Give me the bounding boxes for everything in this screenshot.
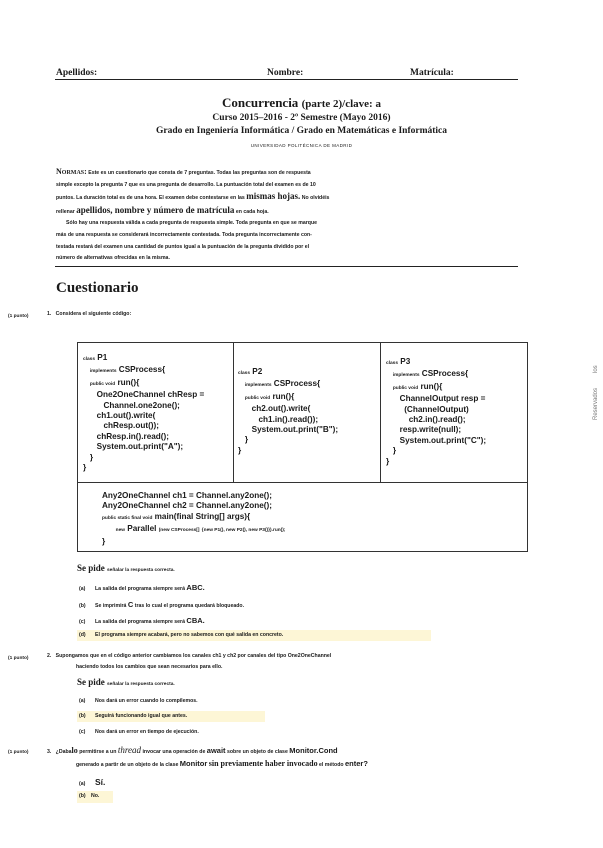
q3-points: (1 punto): [8, 750, 29, 755]
option-text: El programa siempre acabará, pero no sabemos con qué salida en concreto.: [95, 632, 284, 638]
normas-emphasis: apellidos, nombre y número de matrícula: [76, 204, 235, 215]
matricula-label: Matrícula:: [410, 68, 454, 78]
option-key: (b): [79, 603, 86, 609]
code-token: CSProcess{: [421, 369, 469, 379]
code-token: run(){: [272, 391, 295, 401]
code-line: System.out.print("A");: [96, 442, 184, 452]
q2-option-a[interactable]: [79, 698, 198, 704]
option-text: La salida del programa siempre será: [95, 586, 185, 592]
code-token: CSProcess{: [118, 365, 166, 375]
code-p1: [83, 353, 204, 473]
code-line: }: [386, 456, 390, 466]
nombre-label: Nombre:: [267, 68, 304, 78]
normas-rule: [55, 266, 518, 267]
apellidos-label: Apellidos:: [56, 68, 98, 78]
title-part: (parte 2)/clave: a: [301, 98, 381, 110]
side-los: los: [593, 365, 599, 373]
code-box: [77, 342, 528, 552]
course-line: Curso 2015–2016 - 2º Semestre (Mayo 2016): [212, 113, 391, 123]
sepide-label: Se pide: [77, 563, 105, 573]
option-text: Nos dará un error cuando lo compilemos.: [95, 698, 198, 704]
code-line: resp.write(null);: [399, 425, 462, 435]
normas-label: Normas:: [56, 167, 87, 176]
code-divider: [380, 343, 381, 482]
option-key: (a): [79, 698, 86, 704]
option-code: ABC.: [186, 583, 205, 592]
q2-number: 2.: [47, 653, 52, 659]
university-line: UNIVERSIDAD POLITÉCNICA DE MADRID: [250, 143, 353, 148]
normas-line: más de una respuesta se considerará incorrectamente contestada. Toda pregunta incorrectamente con-: [56, 231, 312, 238]
option-key: (a): [79, 781, 86, 787]
q2-option-c[interactable]: [79, 729, 199, 735]
normas-line: puntos. La duración total es de una hora. El examen debe contestarse en las: [56, 195, 245, 202]
normas-line: simple excepto la pregunta 7 que es una pregunta de desarrollo. La puntuación total del examen es de 10: [56, 181, 316, 188]
q3-number: 3.: [47, 749, 52, 755]
q3-statement: invocar una operación de: [142, 749, 206, 755]
code-line: ch1.in().read());: [258, 414, 319, 424]
code-token: P2: [252, 367, 263, 376]
code-line: }: [244, 435, 249, 445]
q2-points: (1 punto): [8, 656, 29, 661]
code-line: System.out.print("C");: [399, 435, 487, 445]
q3-statement: sin previamente haber invocado: [208, 759, 318, 768]
option-text: Seguirá funcionando igual que antes.: [95, 713, 188, 719]
option-key: (c): [79, 619, 86, 625]
page-title: [0, 95, 603, 111]
code-line: ChannelOutput resp =: [399, 394, 486, 404]
code-token: Parallel: [127, 524, 157, 534]
option-text: La salida del programa siempre será: [95, 619, 185, 625]
q3-statement: generado a partir de un objeto de la clase: [76, 762, 179, 768]
option-code: C: [127, 600, 134, 609]
q3-statement: lo: [71, 746, 78, 755]
code-keyword: implements: [89, 369, 117, 375]
code-token: CSProcess{: [273, 379, 321, 389]
title-main: Concurrencia: [222, 95, 299, 110]
code-line: One2OneChannel chResp =: [96, 390, 205, 400]
code-keyword: implements: [244, 383, 272, 389]
code-token: run(){: [420, 381, 443, 391]
q1-sepide: [77, 563, 175, 573]
option-text: Nos dará un error en tiempo de ejecución.: [95, 729, 199, 735]
option-key: (c): [79, 729, 86, 735]
code-keyword: public static final void: [102, 515, 153, 521]
code-line: chResp.out());: [103, 421, 159, 431]
option-text: Se imprimirá: [95, 603, 127, 609]
code-line: (ChannelOutput): [404, 404, 469, 414]
code-line: }: [238, 445, 242, 455]
q2-text: [47, 651, 527, 673]
q1-statement: Considera el siguiente código:: [55, 311, 132, 317]
q1-points: (1 punto): [8, 314, 29, 319]
code-token: P3: [400, 357, 411, 366]
option-key: (b): [79, 713, 86, 719]
sepide-label: Se pide: [77, 677, 105, 687]
code-p2: [238, 367, 338, 456]
normas-line: testada restará del examen una cantidad de puntos igual a la puntuación de la pregunta dividido por el: [56, 243, 310, 250]
code-line: }: [102, 536, 106, 546]
code-token: P1: [97, 353, 108, 362]
code-p3: [386, 357, 486, 467]
code-line: chResp.in().read();: [96, 431, 169, 441]
normas-line: número de alternativas ofrecidas en la misma.: [56, 255, 170, 262]
normas-line: Este es un cuestionario que consta de 7 preguntas. Todas las preguntas son de respuesta: [88, 170, 311, 176]
code-line: Channel.one2one();: [103, 400, 180, 410]
side-reservados: Reservados: [593, 387, 599, 420]
q3-monitor: Monitor: [179, 759, 208, 768]
normas-line: rellenar: [56, 208, 75, 215]
normas-line: en cada hoja.: [235, 208, 269, 215]
code-line: main(final String[] args){: [154, 511, 251, 521]
normas-line: Sólo hay una respuesta válida a cada pregunta de respuesta simple. Toda pregunta en que se marque: [66, 220, 317, 227]
code-main: [102, 491, 285, 547]
q2-option-b[interactable]: [79, 713, 187, 719]
q1-text: [47, 309, 131, 320]
q3-thread: thread: [117, 745, 142, 755]
code-line: }: [392, 446, 397, 456]
q3-statement: el método: [319, 762, 344, 768]
code-keyword: public void: [244, 395, 271, 401]
q3-option-b[interactable]: [79, 793, 99, 799]
code-divider: [78, 482, 527, 483]
q1-option-a[interactable]: [79, 583, 205, 592]
option-code: CBA.: [186, 616, 205, 625]
option-text: Sí.: [95, 777, 106, 787]
q3-statement: ¿Daba: [55, 749, 72, 755]
q1-option-d[interactable]: [79, 632, 283, 638]
code-line: Any2OneChannel ch1 = Channel.any2one();: [102, 491, 272, 500]
q3-option-a[interactable]: [79, 777, 105, 787]
code-keyword: public void: [89, 381, 116, 387]
q3-text: [47, 745, 547, 771]
code-line: Any2OneChannel ch2 = Channel.any2one();: [102, 501, 272, 511]
q1-option-b[interactable]: [79, 600, 244, 609]
code-keyword: class: [386, 361, 399, 366]
q3-enter: enter?: [344, 759, 368, 768]
normas-line: No olvidéis: [301, 195, 330, 202]
q3-cond: Monitor.Cond: [289, 746, 338, 755]
code-keyword: class: [83, 357, 96, 362]
q1-option-c[interactable]: [79, 616, 205, 625]
code-token: (new CSProcess[]: [158, 528, 200, 534]
q3-statement: permitirse a un: [79, 749, 117, 755]
option-key: (a): [79, 586, 86, 592]
code-token: run(){: [117, 377, 140, 387]
code-line: System.out.print("B");: [251, 425, 339, 435]
code-line: ch2.out().write(: [251, 404, 311, 414]
code-line: ch1.out().write(: [96, 411, 156, 421]
option-key: (d): [79, 632, 86, 638]
normas-block: [56, 166, 518, 265]
q2-sepide: [77, 677, 175, 687]
sepide-rest: señalar la respuesta correcta.: [107, 568, 175, 573]
code-keyword: new: [115, 528, 125, 534]
code-keyword: implements: [392, 373, 420, 379]
q3-statement: sobre un objeto de clase: [227, 749, 288, 755]
q2-statement: Supongamos que en el código anterior cambiamos los canales ch1 y ch2 por canales del tipo One2OneChannel: [55, 653, 332, 659]
q3-await: await: [206, 746, 226, 755]
header-rule: [55, 79, 518, 80]
code-line: }: [89, 452, 94, 462]
degree-line: Grado en Ingeniería Informática / Grado en Matemáticas e Informática: [155, 126, 448, 136]
code-divider: [233, 343, 234, 482]
q2-statement: haciendo todos los cambios que sean necesarios para ello.: [76, 664, 223, 670]
code-line: ch2.in().read();: [408, 415, 466, 425]
sepide-rest: señalar la respuesta correcta.: [107, 682, 175, 687]
code-line: }: [83, 463, 87, 473]
normas-emphasis: mismas hojas.: [246, 191, 301, 202]
code-keyword: class: [238, 371, 251, 376]
option-key: (b): [79, 793, 86, 799]
option-text: tras lo cual el programa quedará bloqueado.: [134, 603, 245, 609]
code-token: {new P1(), new P2(), new P3()}).run();: [201, 528, 286, 534]
section-title: Cuestionario: [56, 280, 139, 296]
q1-number: 1.: [47, 311, 52, 317]
code-keyword: public void: [392, 385, 419, 391]
option-text: No.: [91, 793, 100, 799]
